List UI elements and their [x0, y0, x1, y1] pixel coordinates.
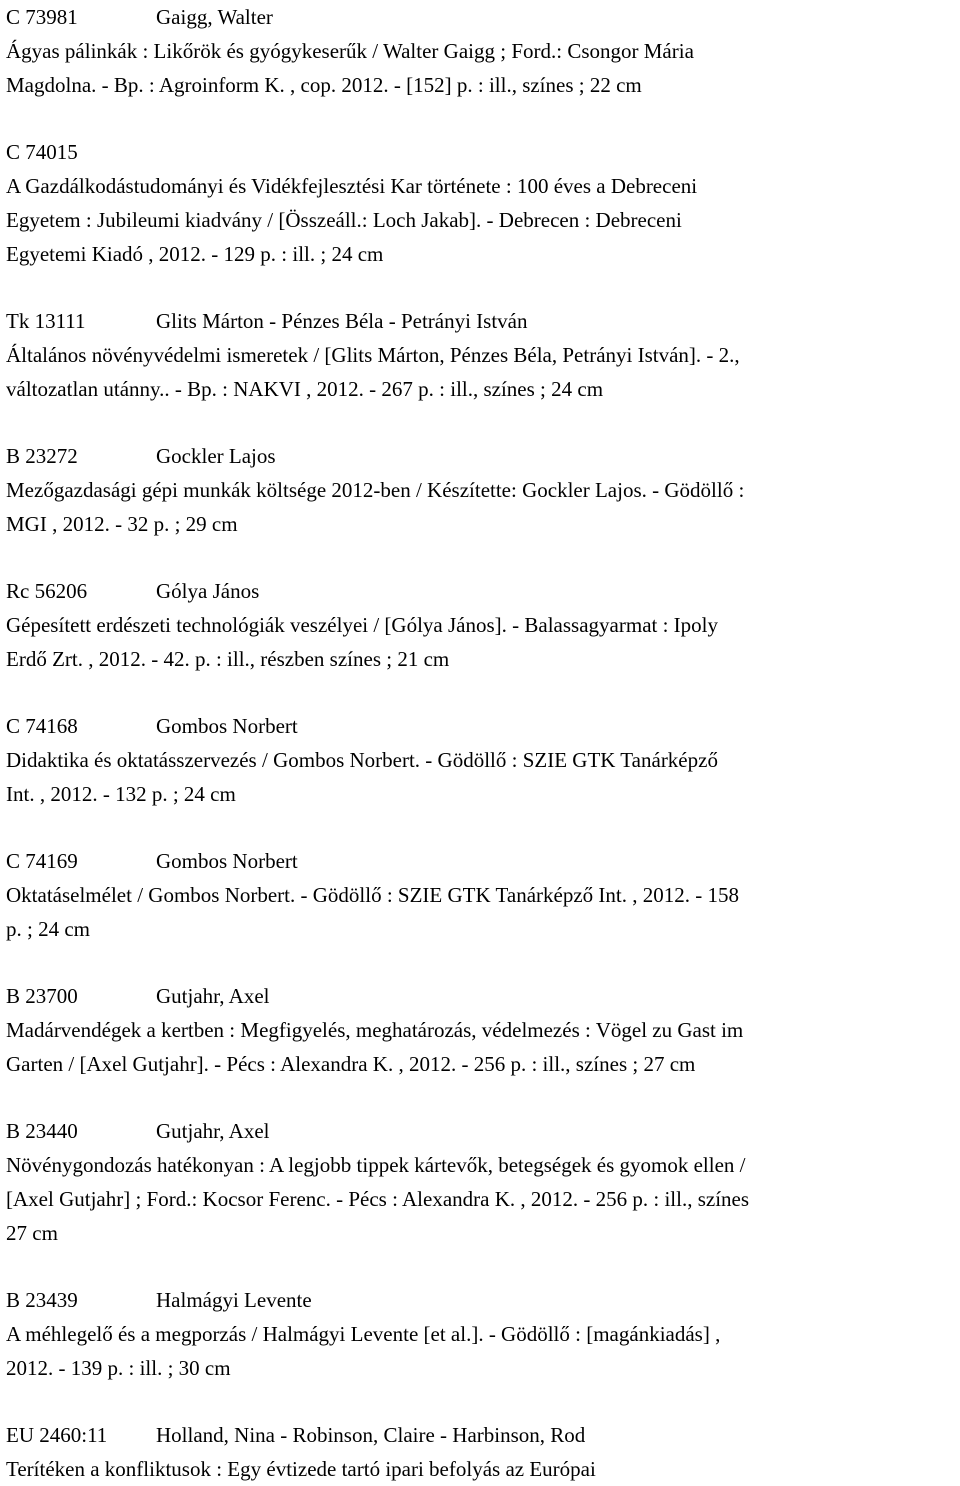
description-line: MGI , 2012. - 32 p. ; 29 cm — [6, 512, 238, 536]
catalog-entry — [6, 439, 958, 541]
entry-description — [6, 34, 958, 102]
description-line: változatlan utánny.. - Bp. : NAKVI , 2012. - 267 p. : ill., színes ; 24 cm — [6, 377, 604, 401]
author: Gaigg, Walter — [156, 5, 273, 29]
call-number: B 23440 — [6, 1119, 78, 1143]
catalog-entry — [6, 1283, 958, 1385]
catalog-entry — [6, 709, 958, 811]
description-line: p. ; 24 cm — [6, 917, 90, 941]
call-number: EU 2460:11 — [6, 1423, 108, 1447]
entry-description — [6, 1317, 958, 1385]
entry-description — [6, 878, 958, 946]
entry-description — [6, 608, 958, 676]
call-number: C 73981 — [6, 5, 78, 29]
description-line: Erdő Zrt. , 2012. - 42. p. : ill., részben színes ; 21 cm — [6, 647, 450, 671]
description-line: Magdolna. - Bp. : Agroinform K. , cop. 2012. - [152] p. : ill., színes ; 22 cm — [6, 73, 642, 97]
entry-spacer — [6, 271, 958, 304]
description-line: Didaktika és oktatásszervezés / Gombos Norbert. - Gödöllő : SZIE GTK Tanárképző — [6, 748, 718, 772]
entry-header — [6, 844, 958, 878]
entry-header — [6, 0, 958, 34]
author: Gombos Norbert — [156, 849, 298, 873]
author: Glits Márton - Pénzes Béla - Petrányi István — [156, 309, 528, 333]
description-line: Ágyas pálinkák : Likőrök és gyógykeserűk / Walter Gaigg ; Ford.: Csongor Mária — [6, 39, 694, 63]
catalog-listing — [6, 0, 958, 1486]
description-line: Garten / [Axel Gutjahr]. - Pécs : Alexandra K. , 2012. - 256 p. : ill., színes ; 27 cm — [6, 1052, 696, 1076]
description-line: Mezőgazdasági gépi munkák költsége 2012-ben / Készítette: Gockler Lajos. - Gödöllő : — [6, 478, 745, 502]
entry-spacer — [6, 541, 958, 574]
call-number: C 74015 — [6, 140, 78, 164]
author: Gombos Norbert — [156, 714, 298, 738]
catalog-entry — [6, 844, 958, 946]
call-number: C 74168 — [6, 714, 78, 738]
author: Gutjahr, Axel — [156, 984, 270, 1008]
entry-spacer — [6, 946, 958, 979]
entry-description — [6, 1013, 958, 1081]
entry-spacer — [6, 1081, 958, 1114]
entry-header — [6, 979, 958, 1013]
description-line: Gépesített erdészeti technológiák veszélyei / [Gólya János]. - Balassagyarmat : Ipoly — [6, 613, 719, 637]
entry-description — [6, 473, 958, 541]
catalog-entry — [6, 0, 958, 102]
description-line: Int. , 2012. - 132 p. ; 24 cm — [6, 782, 236, 806]
description-line: A Gazdálkodástudományi és Vidékfejlesztési Kar története : 100 éves a Debreceni — [6, 174, 698, 198]
author: Gutjahr, Axel — [156, 1119, 270, 1143]
description-line: A méhlegelő és a megporzás / Halmágyi Levente [et al.]. - Gödöllő : [magánkiadás] , — [6, 1322, 721, 1346]
description-line: [Axel Gutjahr] ; Ford.: Kocsor Ferenc. - Pécs : Alexandra K. , 2012. - 256 p. : ill., színes — [6, 1187, 750, 1211]
catalog-entry — [6, 304, 958, 406]
description-line: Növénygondozás hatékonyan : A legjobb tippek kártevők, betegségek és gyomok ellen / — [6, 1153, 746, 1177]
call-number: C 74169 — [6, 849, 78, 873]
entry-spacer — [6, 1385, 958, 1418]
author: Halmágyi Levente — [156, 1288, 312, 1312]
call-number: Rc 56206 — [6, 579, 88, 603]
entry-spacer — [6, 811, 958, 844]
entry-description — [6, 1148, 958, 1250]
entry-header — [6, 1114, 958, 1148]
entry-description — [6, 169, 958, 271]
catalog-entry — [6, 1114, 958, 1250]
catalog-entry — [6, 1418, 958, 1486]
description-line: Egyetem : Jubileumi kiadvány / [Összeáll.: Loch Jakab]. - Debrecen : Debreceni — [6, 208, 682, 232]
entry-spacer — [6, 676, 958, 709]
description-line: 27 cm — [6, 1221, 58, 1245]
author: Gockler Lajos — [156, 444, 276, 468]
entry-header — [6, 1418, 958, 1452]
description-line: 2012. - 139 p. : ill. ; 30 cm — [6, 1356, 231, 1380]
catalog-entry — [6, 135, 958, 271]
call-number: B 23272 — [6, 444, 78, 468]
entry-description — [6, 1452, 958, 1486]
entry-header — [6, 709, 958, 743]
description-line: Általános növényvédelmi ismeretek / [Glits Márton, Pénzes Béla, Petrányi István]. - 2., — [6, 343, 740, 367]
entry-description — [6, 338, 958, 406]
description-line: Madárvendégek a kertben : Megfigyelés, meghatározás, védelmezés : Vögel zu Gast im — [6, 1018, 744, 1042]
entry-header — [6, 304, 958, 338]
catalog-entry — [6, 574, 958, 676]
author: Holland, Nina - Robinson, Claire - Harbinson, Rod — [156, 1423, 586, 1447]
description-line: Egyetemi Kiadó , 2012. - 129 p. : ill. ; 24 cm — [6, 242, 384, 266]
call-number: B 23700 — [6, 984, 78, 1008]
description-line: Oktatáselmélet / Gombos Norbert. - Gödöllő : SZIE GTK Tanárképző Int. , 2012. - 158 — [6, 883, 739, 907]
entry-spacer — [6, 406, 958, 439]
description-line: Terítéken a konfliktusok : Egy évtizede tartó ipari befolyás az Európai — [6, 1457, 596, 1481]
entry-spacer — [6, 1250, 958, 1283]
entry-header — [6, 574, 958, 608]
entry-header — [6, 1283, 958, 1317]
entry-spacer — [6, 102, 958, 135]
call-number: B 23439 — [6, 1288, 78, 1312]
entry-description — [6, 743, 958, 811]
call-number: Tk 13111 — [6, 309, 86, 333]
author: Gólya János — [156, 579, 260, 603]
catalog-entry — [6, 979, 958, 1081]
entry-header — [6, 135, 958, 169]
entry-header — [6, 439, 958, 473]
